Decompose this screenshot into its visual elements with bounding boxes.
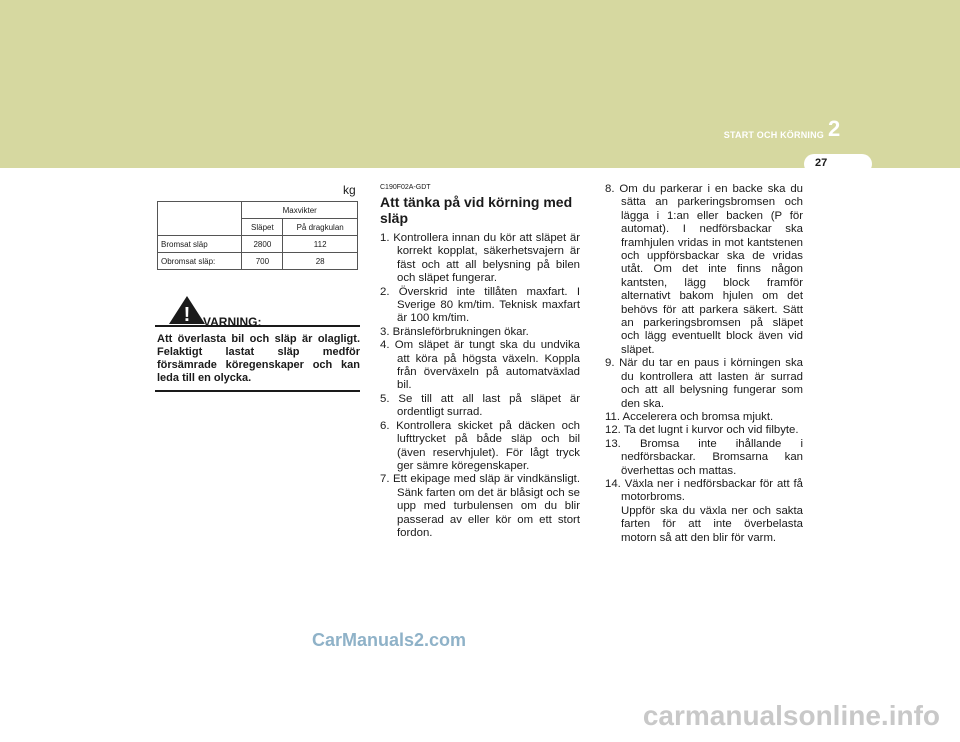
step-text: Kontrollera innan du kör att släpet är korrekt kopplat, säkerhetsvajern är fäst och att all belysning på bilen och släpet fungerar.: [393, 232, 581, 285]
warning-title: VARNING:: [203, 315, 262, 329]
table-corner-cell: [158, 202, 242, 236]
cell-slapet: 2800: [242, 236, 283, 253]
cell-slapet: 700: [242, 253, 283, 270]
table-group-header: Maxvikter: [242, 202, 358, 219]
step-number: 3.: [380, 325, 390, 338]
section-label: START OCH KÖRNING: [723, 130, 824, 140]
list-item: [605, 183, 803, 357]
step-number: 9.: [605, 357, 615, 370]
list-item: [380, 286, 580, 326]
list-item: [380, 393, 580, 420]
step-text: Om släpet är tungt ska du undvika att köra på högsta växeln. Koppla från överväxeln på automatväxlad bil.: [394, 339, 580, 392]
step-text: Accelerera och bromsa mjukt.: [622, 410, 774, 423]
step-text: Bränsleförbrukningen ökar.: [392, 325, 529, 338]
table-row: [158, 236, 358, 253]
step-number: 12.: [605, 424, 621, 437]
chapter-number: 2: [828, 116, 841, 141]
page-number: 27: [815, 157, 828, 169]
warning-rule-bottom: [155, 390, 360, 392]
list-item: [605, 411, 803, 424]
step-text: Ta det lugnt i kurvor och vid filbyte.: [623, 424, 799, 437]
column-right: [605, 183, 803, 545]
step-number: 14.: [605, 477, 621, 490]
col-header-slapet: Släpet: [242, 219, 283, 236]
step-text: Bromsa inte ihållande i nedförsbackar. Bromsarna kan överhettas och mattas.: [621, 437, 803, 477]
list-item: [605, 424, 803, 437]
step-text: Se till att all last på släpet är ordentligt surrad.: [397, 392, 580, 419]
table-row: [158, 253, 358, 270]
cell-dragkula: 28: [283, 253, 358, 270]
step-number: 5.: [380, 392, 390, 405]
max-weight-table: [157, 201, 358, 270]
table-header-row: [158, 202, 358, 219]
step-text-continued: Uppför ska du växla ner och sakta farten för att inte överbelasta motorn så att den blir för varm.: [621, 504, 803, 544]
watermark-footer: carmanualsonline.info: [642, 700, 940, 731]
list-item: [605, 438, 803, 478]
step-number: 13.: [605, 437, 621, 450]
list-item: [605, 357, 803, 411]
step-number: 8.: [605, 183, 615, 195]
step-text: När du tar en paus i körningen ska du kontrollera att lasten är surrad och att all belysning fungerar som den ska.: [619, 357, 804, 410]
column-middle: [380, 183, 580, 540]
step-number: 2.: [380, 285, 390, 298]
step-number: 11.: [605, 410, 620, 423]
step-text: Ett ekipage med släp är vindkänsligt. Sänk farten om det är blåsigt och se upp med turbulensen om du blir passerad av eller kör om ett stort fordon.: [392, 473, 580, 539]
step-text: Om du parkerar i en backe ska du sätta an parkeringsbromsen och lägga i 1:an eller backen (P för automat). I nedförsbackar ska framhjulen vridas in mot kantstenen och uppförsbackar ska de vridas utåt. Om det inte finns någon kantsten, lägg block framför alternativt bakom hjulen om det behövs för att parkera säkert. Sätt an parkeringsbromsen på släpet och lägg eventuellt block även vid släpet.: [619, 183, 803, 356]
step-text: Kontrollera skicket på däcken och lufttrycket på både släp och bil (även reservhjulet). För lågt tryck ger sämre köregenskaper.: [396, 419, 580, 472]
step-number: 6.: [380, 419, 390, 432]
step-text: Överskrid inte tillåten maxfart. I Sverige 80 km/tim. Teknisk maxfart är 100 km/tim.: [397, 285, 580, 325]
cell-dragkula: 112: [283, 236, 358, 253]
section-title: Att tänka på vid körning med släp: [380, 194, 573, 226]
row-label: Bromsat släp: [158, 236, 242, 253]
step-number: 4.: [380, 339, 390, 352]
watermark-center: CarManuals2.com: [312, 630, 467, 650]
warning-triangle-icon: [168, 295, 206, 325]
steps-list-left: [380, 232, 580, 540]
list-item: [605, 478, 803, 545]
header-band: [0, 0, 960, 168]
section-code: C190F02A-GDT: [380, 184, 431, 191]
list-item: [380, 420, 580, 474]
step-number: 1.: [380, 232, 390, 244]
list-item: [380, 232, 580, 286]
list-item: [380, 473, 580, 540]
warning-symbol: !: [183, 304, 191, 325]
row-label: Obromsat släp:: [158, 253, 242, 270]
list-item: [380, 339, 580, 393]
table-unit: kg: [343, 183, 356, 197]
step-number: 7.: [380, 473, 390, 486]
col-header-dragkula: På dragkulan: [283, 219, 358, 236]
steps-list-right: [605, 183, 803, 545]
list-item: [380, 326, 580, 339]
warning-body: Att överlasta bil och släp är olagligt. Felaktigt lastat släp medför försämrade köregenskaper och kan leda till en olycka.: [157, 333, 360, 384]
step-text: Växla ner i nedförsbackar för att få motorbroms.: [621, 477, 803, 504]
